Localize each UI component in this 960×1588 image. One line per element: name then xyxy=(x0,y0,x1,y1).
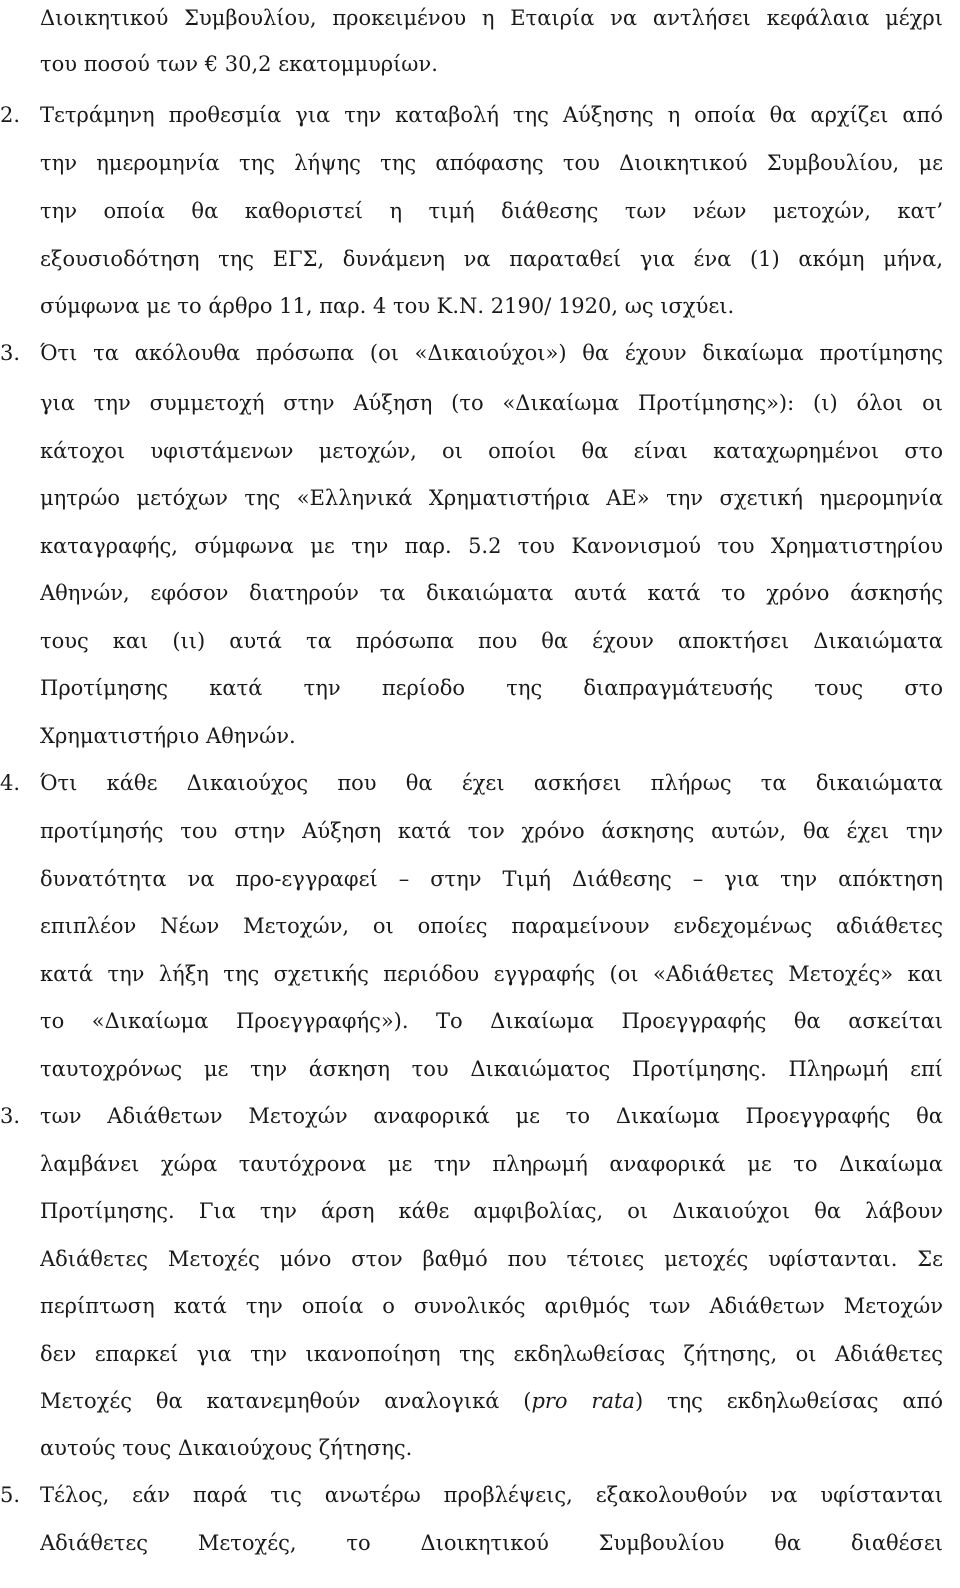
list-number: 4. xyxy=(0,771,21,795)
body-line: Ότι κάθε Δικαιούχος που θα έχει ασκήσει πλήρως τα δικαιώματα xyxy=(40,771,943,795)
body-line: μητρώο μετόχων της «Ελληνικά Χρηματιστήρια ΑΕ» την σχετική ημερομηνία xyxy=(40,486,943,510)
body-line: σύμφωνα με το άρθρο 11, παρ. 4 του Κ.Ν. 2190/ 1920, ως ισχύει. xyxy=(40,294,735,318)
body-text-segment: Μετοχές θα κατανεμηθούν αναλογικά ( xyxy=(40,1389,532,1413)
body-line: περίπτωση κατά την οποία ο συνολικός αριθμός των Αδιάθετων Μετοχών xyxy=(40,1294,943,1318)
body-line: δεν επαρκεί για την ικανοποίηση της εκδηλωθείσας ζήτησης, οι Αδιάθετες xyxy=(40,1342,943,1366)
list-number: 2. xyxy=(0,103,21,127)
body-line: Τέλος, εάν παρά τις ανωτέρω προβλέψεις, εξακολουθούν να υφίστανται xyxy=(40,1483,943,1507)
body-line: Αδιάθετες Μετοχές μόνο στον βαθμό που τέτοιες μετοχές υφίστανται. Σε xyxy=(40,1247,943,1271)
body-line: επιπλέον Νέων Μετοχών, οι οποίες παραμείνουν ενδεχομένως αδιάθετες xyxy=(40,914,943,938)
body-line: την οποία θα καθοριστεί η τιμή διάθεσης των νέων μετοχών, κατ’ xyxy=(40,199,943,223)
body-line: προτίμησής του στην Αύξηση κατά τον χρόνο άσκησης αυτών, θα έχει την xyxy=(40,819,943,843)
body-line: καταγραφής, σύμφωνα με την παρ. 5.2 του Κανονισμού του Χρηματιστηρίου xyxy=(40,534,943,558)
body-line: λαμβάνει χώρα ταυτόχρονα με την πληρωμή αναφορικά με το Δικαίωμα xyxy=(40,1152,943,1176)
body-line: εξουσιοδότηση της ΕΓΣ, δυνάμενη να παραταθεί για ένα (1) ακόμη μήνα, xyxy=(40,247,943,271)
body-line: για την συμμετοχή στην Αύξηση (το «Δικαίωμα Προτίμησης»): (ι) όλοι οι xyxy=(40,391,943,415)
body-line: δυνατότητα να προ-εγγραφεί – στην Τιμή Διάθεσης – για την απόκτηση xyxy=(40,867,943,891)
body-line: Προτίμησης κατά την περίοδο της διαπραγμάτευσής τους στο xyxy=(40,676,943,700)
body-line: Χρηματιστήριο Αθηνών. xyxy=(40,724,296,748)
body-text-segment: ) της εκδηλωθείσας από xyxy=(634,1389,943,1413)
body-line: Αδιάθετες Μετοχές, το Διοικητικού Συμβουλίου θα διαθέσει xyxy=(40,1531,943,1555)
body-line: την ημερομηνία της λήψης της απόφασης του Διοικητικού Συμβουλίου, με xyxy=(40,151,943,175)
body-line: ταυτοχρόνως με την άσκηση του Δικαιώματος Προτίμησης. Πληρωμή επί xyxy=(40,1057,943,1081)
list-number: 3. xyxy=(0,1104,21,1128)
body-line: κάτοχοι υφιστάμενων μετοχών, οι οποίοι θα είναι καταχωρημένοι στο xyxy=(40,439,943,463)
body-line: Αθηνών, εφόσον διατηρούν τα δικαιώματα αυτά κατά το χρόνο άσκησής xyxy=(40,581,943,605)
body-line: κατά την λήξη της σχετικής περιόδου εγγραφής (οι «Αδιάθετες Μετοχές» και xyxy=(40,962,943,986)
body-line xyxy=(40,1386,943,1416)
body-line: τους και (ιι) αυτά τα πρόσωπα που θα έχουν αποκτήσει Δικαιώματα xyxy=(40,629,943,653)
italic-term: pro rata xyxy=(531,1389,635,1413)
body-line: Ότι τα ακόλουθα πρόσωπα (οι «Δικαιούχοι») θα έχουν δικαίωμα προτίμησης xyxy=(40,341,943,365)
body-line: Τετράμηνη προθεσμία για την καταβολή της Αύξησης η οποία θα αρχίζει από xyxy=(40,103,943,127)
body-line: Διοικητικού Συμβουλίου, προκειμένου η Εταιρία να αντλήσει κεφάλαια μέχρι xyxy=(40,6,943,30)
list-number: 5. xyxy=(0,1483,21,1507)
body-line: αυτούς τους Δικαιούχους ζήτησης. xyxy=(40,1436,413,1460)
body-line: Προτίμησης. Για την άρση κάθε αμφιβολίας, οι Δικαιούχοι θα λάβουν xyxy=(40,1199,943,1223)
body-line: του ποσού των € 30,2 εκατομμυρίων. xyxy=(40,52,438,76)
list-number: 3. xyxy=(0,341,21,365)
body-line: των Αδιάθετων Μετοχών αναφορικά με το Δικαίωμα Προεγγραφής θα xyxy=(40,1104,943,1128)
body-line: το «Δικαίωμα Προεγγραφής»). Το Δικαίωμα Προεγγραφής θα ασκείται xyxy=(40,1009,943,1033)
